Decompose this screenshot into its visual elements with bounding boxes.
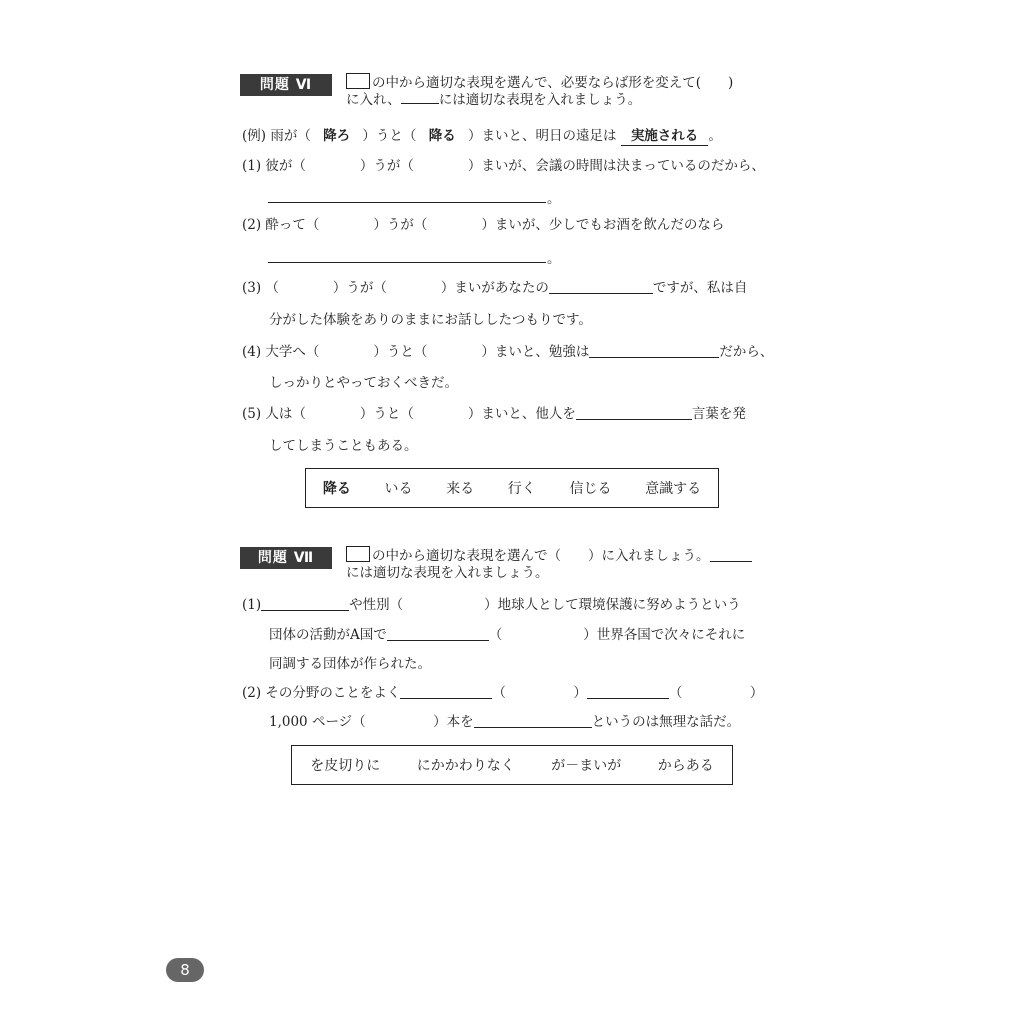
question-7-1-line3: 同調する団体が作られた。 xyxy=(269,656,431,672)
answer-blank[interactable] xyxy=(268,202,546,203)
example-suffix: 。 xyxy=(708,128,722,144)
question-7-2-line2 xyxy=(269,713,740,731)
question-6-3-line2: 分がした体験をありのままにお話ししたつもりです。 xyxy=(269,312,592,328)
choices-box-6 xyxy=(305,468,719,508)
choice-item: にかかわりなく xyxy=(416,758,515,774)
example-mid-1: ）うと（ xyxy=(362,128,417,144)
section-7-instructions-line2: には適切な表現を入れましょう。 xyxy=(346,565,549,581)
example-line xyxy=(242,127,722,146)
answer-blank[interactable] xyxy=(589,343,719,358)
choice-item: いる xyxy=(384,481,413,497)
choice-item: 信じる xyxy=(569,481,612,497)
section-6-instructions-line2 xyxy=(346,91,641,109)
section-7-label: 問題 Ⅶ xyxy=(240,547,332,569)
section-6-label: 問題 Ⅵ xyxy=(240,74,332,96)
question-text: 彼が（ ）うが（ ）まいが、会議の時間は決まっているのだから、 xyxy=(265,158,765,174)
sentence-end: 。 xyxy=(547,191,561,207)
choice-item: を皮切りに xyxy=(310,758,381,774)
question-text-a: 大学へ（ ）うと（ ）まいと、勉強は xyxy=(265,344,590,360)
example-answer-3: 実施される xyxy=(621,127,709,146)
question-text: 酔って（ ）うが（ ）まいが、少しでもお酒を飲んだのなら xyxy=(265,217,725,233)
answer-blank[interactable] xyxy=(268,262,546,263)
answer-blank[interactable] xyxy=(587,684,669,699)
answer-blank[interactable] xyxy=(387,626,489,641)
answer-blank[interactable] xyxy=(474,713,592,728)
question-text-b: （ ） xyxy=(492,685,587,701)
question-6-4-line2: しっかりとやっておくべきだ。 xyxy=(269,375,458,391)
question-number: (5) xyxy=(242,406,262,422)
question-text-c: （ ） xyxy=(668,685,764,701)
question-6-2 xyxy=(242,216,724,234)
blank-sample xyxy=(710,547,752,562)
choice-box-icon xyxy=(346,546,370,562)
choice-box-icon xyxy=(346,73,370,89)
instr-text-a: に入れ、 xyxy=(346,92,401,108)
example-answer-1: 降ろ xyxy=(323,128,351,144)
blank-sample xyxy=(401,103,439,104)
question-text: や性別（ ）地球人として環境保護に努めようという xyxy=(349,597,741,613)
question-7-1 xyxy=(242,596,741,614)
page-number: 8 xyxy=(166,958,204,982)
question-6-1 xyxy=(242,157,765,175)
question-number: (3) xyxy=(242,280,262,296)
question-text-b: だから、 xyxy=(719,344,774,360)
question-7-1-line2 xyxy=(269,626,745,644)
choice-item: が－まいが xyxy=(551,758,622,774)
answer-blank[interactable] xyxy=(576,405,692,420)
answer-blank[interactable] xyxy=(400,684,492,699)
instr-text: の中から適切な表現を選んで（ ）に入れましょう。 xyxy=(372,548,710,564)
question-text-b: 言葉を発 xyxy=(691,406,746,422)
choice-item: からある xyxy=(657,758,714,774)
question-text-a: その分野のことをよく xyxy=(265,685,401,701)
section-6-instructions-line1 xyxy=(346,73,733,92)
choice-item: 意識する xyxy=(645,481,702,497)
question-6-5-line2: してしまうこともある。 xyxy=(269,438,418,454)
question-text-b: （ ）世界各国で次々にそれに xyxy=(488,627,746,643)
instr-text: の中から適切な表現を選んで、必要ならば形を変えて( ) xyxy=(372,75,734,91)
sentence-end: 。 xyxy=(547,251,561,267)
choices-box-7 xyxy=(291,745,733,785)
question-6-4 xyxy=(242,343,773,361)
question-number: (1) xyxy=(242,158,262,174)
question-number: (2) xyxy=(242,217,262,233)
question-text-a: 団体の活動がA国で xyxy=(269,627,387,643)
question-number: (4) xyxy=(242,344,262,360)
section-7-instructions-line1 xyxy=(346,546,752,565)
question-7-2 xyxy=(242,684,763,702)
question-text-a: （ ）うが（ ）まいがあなたの xyxy=(265,280,549,296)
instr-text-b: には適切な表現を入れましょう。 xyxy=(438,92,642,108)
question-text-b: というのは無理な話だ。 xyxy=(591,714,741,730)
question-text-a: 人は（ ）うと（ ）まいと、他人を xyxy=(265,406,576,422)
choice-item: 来る xyxy=(446,481,475,497)
question-6-5 xyxy=(242,405,746,423)
choice-item: 降る xyxy=(322,481,351,497)
question-6-3 xyxy=(242,279,747,297)
question-text-a: 1,000 ページ（ ）本を xyxy=(269,714,474,730)
question-number: (2) xyxy=(242,685,262,701)
example-mid-2: ）まいと、明日の遠足は xyxy=(468,128,617,144)
example-answer-2: 降る xyxy=(428,128,456,144)
answer-blank[interactable] xyxy=(261,596,349,611)
choice-item: 行く xyxy=(507,481,536,497)
answer-blank[interactable] xyxy=(549,279,653,294)
question-number: (1) xyxy=(242,597,262,613)
example-prefix: (例) 雨が（ xyxy=(242,128,311,144)
question-text-b: ですが、私は自 xyxy=(652,280,748,296)
